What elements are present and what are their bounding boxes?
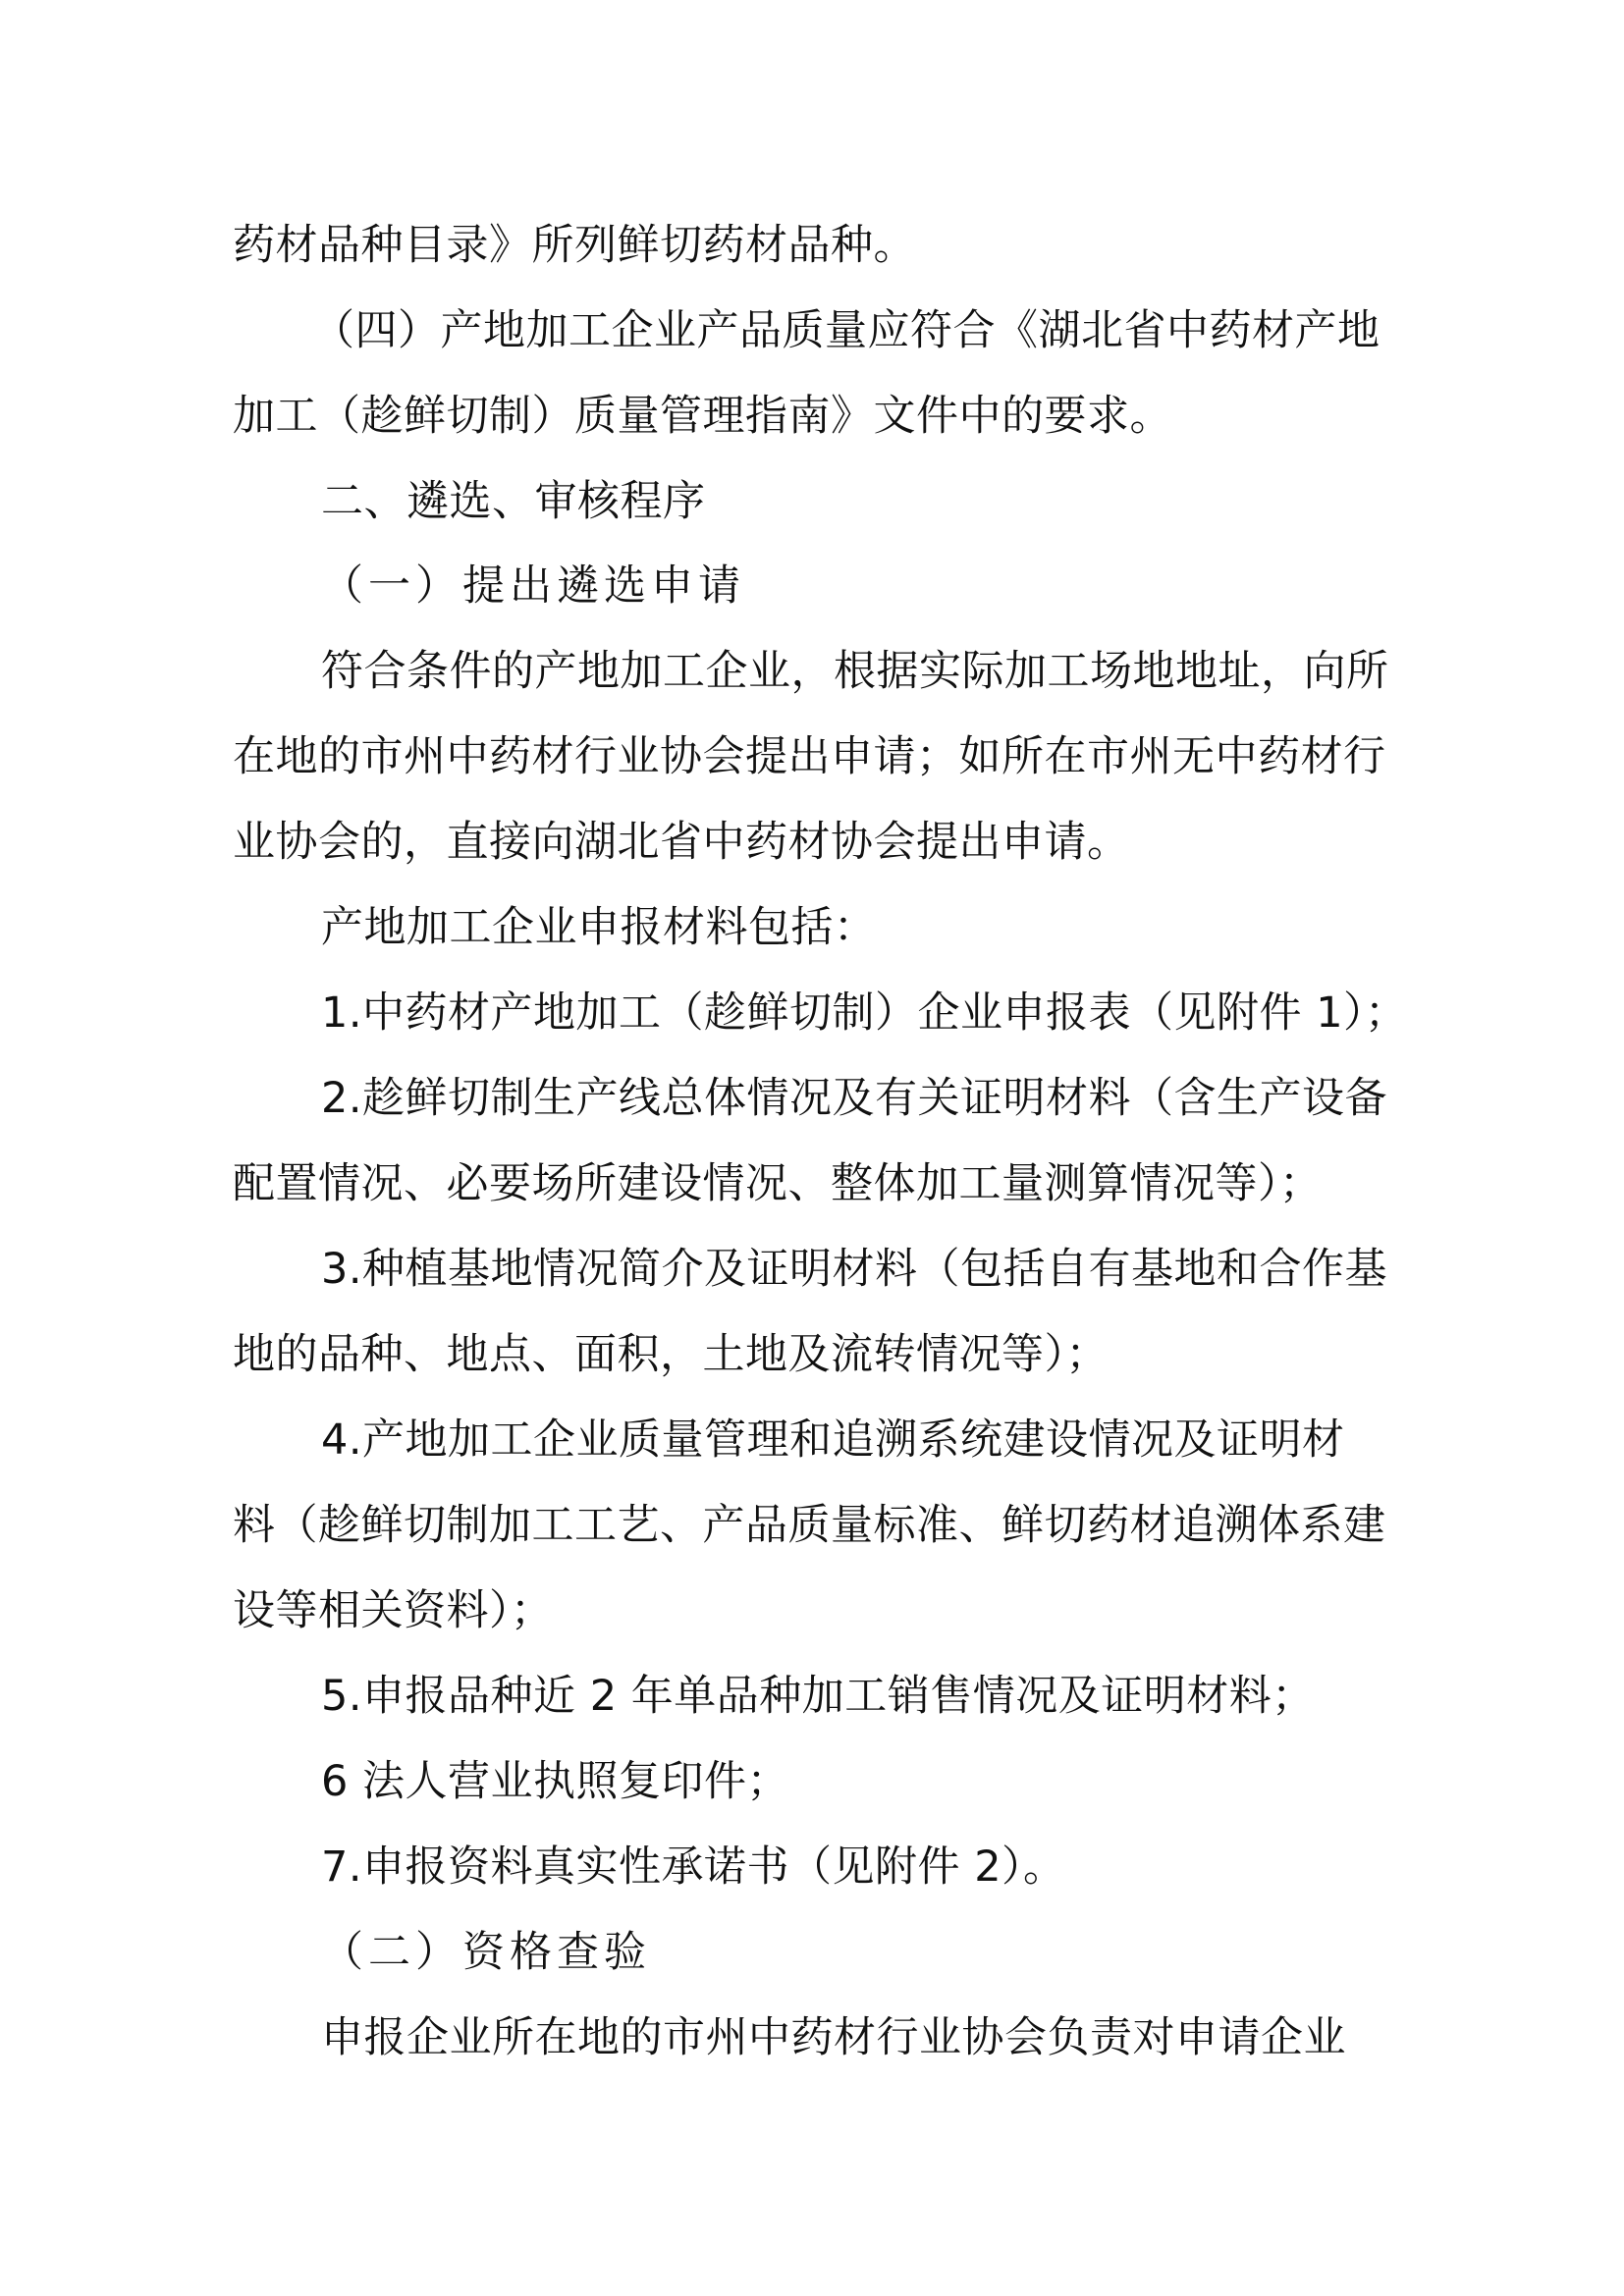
text-line: 申报企业所在地的市州中药材行业协会负责对申请企业 <box>321 2013 1346 2062</box>
list-item: 5.申报品种近 2 年单品种加工销售情况及证明材料； <box>321 1672 1315 1721</box>
text-line: 加工（趁鲜切制）质量管理指南》文件中的要求。 <box>233 392 1172 441</box>
text-line: 配置情况、必要场所建设情况、整体加工量测算情况等）； <box>233 1159 1323 1208</box>
text-line: 符合条件的产地加工企业，根据实际加工场地地址，向所 <box>321 647 1389 696</box>
list-item: 7.申报资料真实性承诺书（见附件 2）。 <box>321 1842 1066 1892</box>
subsection-heading: （二）资格查验 <box>321 1928 651 1977</box>
list-item: 1.中药材产地加工（趁鲜切制）企业申报表（见附件 1）； <box>321 988 1408 1038</box>
list-item: 6 法人营业执照复印件； <box>321 1757 790 1806</box>
text-line: （四）产地加工企业产品质量应符合《湖北省中药材产地 <box>312 306 1380 355</box>
section-heading: 二、遴选、审核程序 <box>321 477 706 526</box>
text-line: 设等相关资料）； <box>233 1586 554 1635</box>
list-item: 2.趁鲜切制生产线总体情况及有关证明材料（含生产设备 <box>321 1074 1388 1123</box>
subsection-heading: （一）提出遴选申请 <box>321 561 745 611</box>
text-line: 在地的市州中药材行业协会提出申请；如所在市州无中药材行 <box>233 732 1386 781</box>
text-line: 料（趁鲜切制加工工艺、产品质量标准、鲜切药材追溯体系建 <box>233 1501 1386 1550</box>
list-item: 4.产地加工企业质量管理和追溯系统建设情况及证明材 <box>321 1415 1345 1465</box>
list-item: 3.种植基地情况简介及证明材料（包括自有基地和合作基 <box>321 1245 1388 1294</box>
text-line: 地的品种、地点、面积，土地及流转情况等）； <box>233 1330 1109 1379</box>
text-line: 业协会的，直接向湖北省中药材协会提出申请。 <box>233 818 1130 867</box>
text-line: 产地加工企业申报材料包括： <box>321 903 877 952</box>
text-line: 药材品种目录》所列鲜切药材品种。 <box>233 221 916 270</box>
